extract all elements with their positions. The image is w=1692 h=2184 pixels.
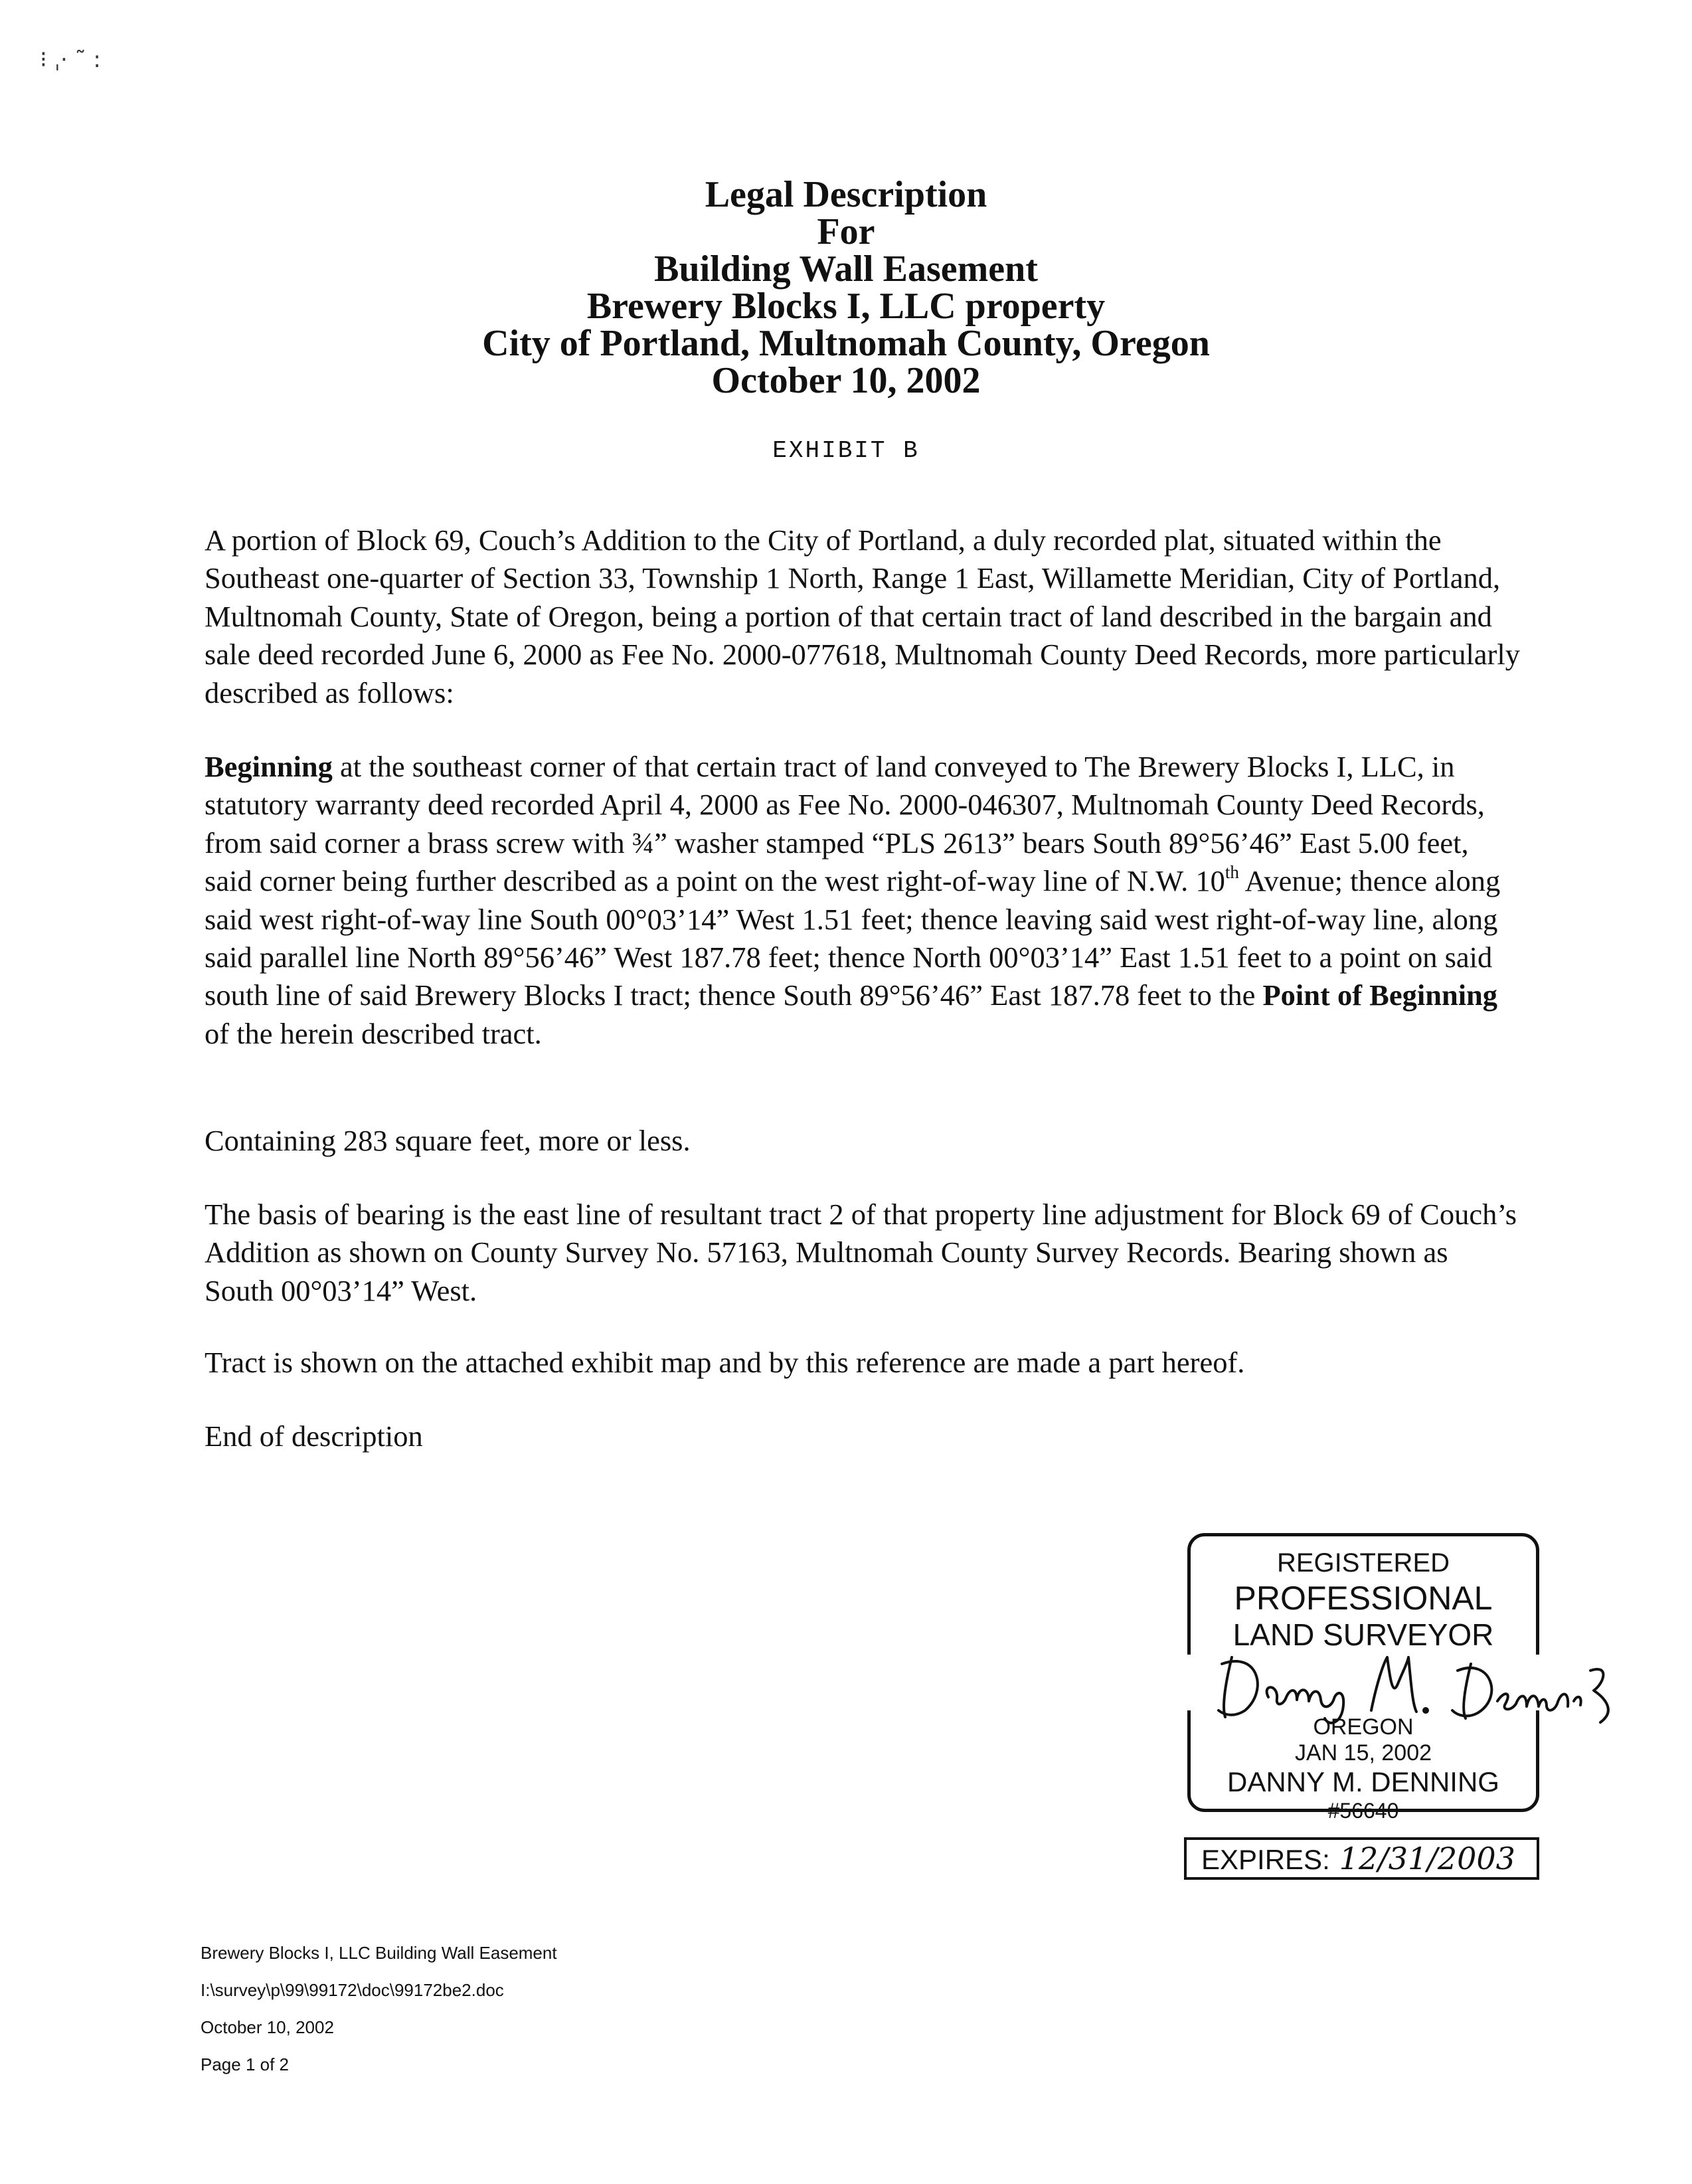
stamp-land-surveyor: LAND SURVEYOR <box>1232 1617 1494 1652</box>
title-line-5: City of Portland, Multnomah County, Oregon <box>482 323 1210 364</box>
paragraph-basis-of-bearing: The basis of bearing is the east line of resultant tract 2 of that property line adjustment for Block 69 of Couch’s Addition as shown on County Survey No. 57163, Multnomah County Survey Records. Bearing shown as South 00°03’14” West. <box>205 1198 1517 1307</box>
title-line-1: Legal Description <box>705 174 987 215</box>
stamp-date: JAN 15, 2002 <box>1294 1740 1432 1766</box>
beginning-text-c: of the herein described tract. <box>205 1016 542 1050</box>
footer-line-1: Brewery Blocks I, LLC Building Wall Easement <box>201 1943 557 1963</box>
beginning-bold: Beginning <box>205 750 333 783</box>
expires-date: 12/31/2003 <box>1339 1841 1515 1876</box>
footer-line-4: Page 1 of 2 <box>201 2054 289 2074</box>
stamp-professional: PROFESSIONAL <box>1234 1580 1493 1617</box>
paragraph-end: End of description <box>205 1419 423 1453</box>
paragraph-exhibit-map: Tract is shown on the attached exhibit map and by this reference are made a part hereof. <box>205 1346 1245 1379</box>
beginning-text-b: Avenue; thence along said west right-of-way line South 00°03’14” West 1.51 feet; thence leaving said west right-of-way line, along said parallel line North 89°56’46” West 187.78 feet; thence North 00°03’14” East 1.51 feet to a point on said south line of said Brewery Blocks I tract; thence South 89°56’46” East 187.78 feet to the <box>205 864 1501 1012</box>
title-line-3: Building Wall Easement <box>654 248 1038 290</box>
document-footer <box>201 1934 557 2083</box>
document-title <box>0 176 1692 399</box>
title-line-6: October 10, 2002 <box>711 360 981 401</box>
title-line-4: Brewery Blocks I, LLC property <box>586 286 1106 327</box>
paragraph-beginning <box>205 748 1523 1053</box>
paragraph-area: Containing 283 square feet, more or less. <box>205 1124 691 1157</box>
stamp-name: DANNY M. DENNING <box>1227 1766 1499 1797</box>
expires-label: EXPIRES: <box>1201 1844 1330 1875</box>
superscript-th: th <box>1225 862 1239 883</box>
stamp-number: #56640 <box>1327 1799 1399 1823</box>
beginning-text-a: at the southeast corner of that certain tract of land conveyed to The Brewery Blocks I, LLC, in statutory warranty deed recorded April 4, 2000 as Fee No. 2000-046307, Multnomah County Deed Records, from said corner a brass screw with ¾” washer stamped “PLS 2613” bears South 89°56’46” East 5.00 feet, said corner being further described as a point on the west right-of-way line of N.W. 10 <box>205 750 1485 898</box>
footer-line-2: I:\survey\p\99\99172\doc\99172be2.doc <box>201 1980 504 2000</box>
stamp-registered: REGISTERED <box>1276 1548 1450 1578</box>
stamp-state: OREGON <box>1313 1714 1414 1740</box>
exhibit-label: EXHIBIT B <box>772 437 920 464</box>
title-line-2: For <box>817 211 875 252</box>
expires-box <box>1184 1837 1539 1880</box>
point-of-beginning-bold: Point of Beginning <box>1262 978 1498 1012</box>
scan-specks: ⁝ ˌ· ˜ : <box>40 46 101 73</box>
footer-line-3: October 10, 2002 <box>201 2017 334 2037</box>
signature-image <box>1205 1644 1624 1730</box>
paragraph-portion: A portion of Block 69, Couch’s Addition to the City of Portland, a duly recorded plat, situated within the Southeast one-quarter of Section 33, Township 1 North, Range 1 East, Willamette Meridian, City of Portland, Multnomah County, State of Oregon, being a portion of that certain tract of land described in the bargain and sale deed recorded June 6, 2000 as Fee No. 2000-077618, Multnomah County Deed Records, more particularly described as follows: <box>205 523 1520 709</box>
